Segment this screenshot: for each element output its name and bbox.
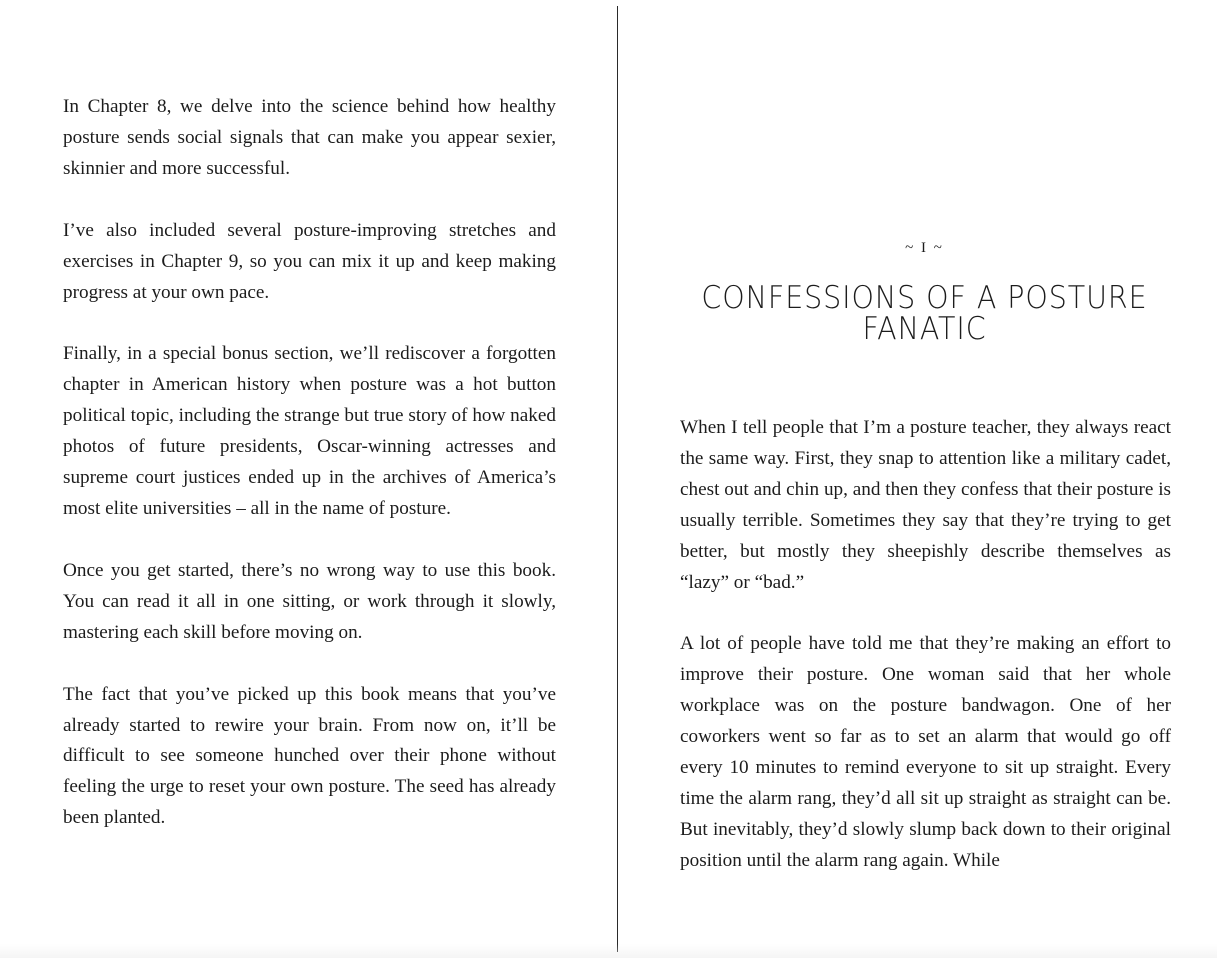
left-paragraph-4: Once you get started, there’s no wrong way to use this book. You can read it all in one sitting, or work through it slowly, mastering each skill before moving on. xyxy=(63,559,556,643)
right-paragraph-1: When I tell people that I’m a posture teacher, they always react the same way. First, they snap to attention like a military cadet, chest out and chin up, and then they confess that their posture is usually terrible. Sometimes they say that they’re trying to get better, but mostly they sheepishly describe themselves as “lazy” or “bad.” xyxy=(680,417,1171,593)
chapter-title: CONFESSIONS OF A POSTURE FANATIC xyxy=(701,280,1148,347)
right-page xyxy=(618,0,1217,958)
right-paragraph-2: A lot of people have told me that they’re making an effort to improve their posture. One woman said that her whole workplace was on the posture bandwagon. One of her coworkers went so far as to set an alarm that would go off every 10 minutes to remind everyone to sit up straight. Every time the alarm rang, they’d all sit up straight as straight can be. But inevitably, they’d slowly slump back down to their original position until the alarm rang again. While xyxy=(680,633,1171,871)
left-paragraph-5: The fact that you’ve picked up this book means that you’ve already started to rewire your brain. From now on, it’ll be difficult to see someone hunched over their phone without feeling the urge to reset your own posture. The seed has already been planted. xyxy=(63,683,556,829)
left-paragraph-3: Finally, in a special bonus section, we’ll rediscover a forgotten chapter in American history when posture was a hot button political topic, including the strange but true story of how naked photos of future presidents, Oscar-winning actresses and supreme court justices ended up in the archives of America’s most elite universities – all in the name of posture. xyxy=(63,343,556,519)
page-bottom-shadow xyxy=(0,944,1217,958)
left-page-body xyxy=(63,92,556,865)
chapter-number: ~ I ~ xyxy=(905,240,944,256)
left-paragraph-2: I’ve also included several posture-improving stretches and exercises in Chapter 9, so you can mix it up and keep making progress at your own pace. xyxy=(63,219,556,303)
right-page-body xyxy=(680,413,1171,908)
left-paragraph-1: In Chapter 8, we delve into the science behind how healthy posture sends social signals that can make you appear sexier, skinnier and more successful. xyxy=(63,96,556,179)
